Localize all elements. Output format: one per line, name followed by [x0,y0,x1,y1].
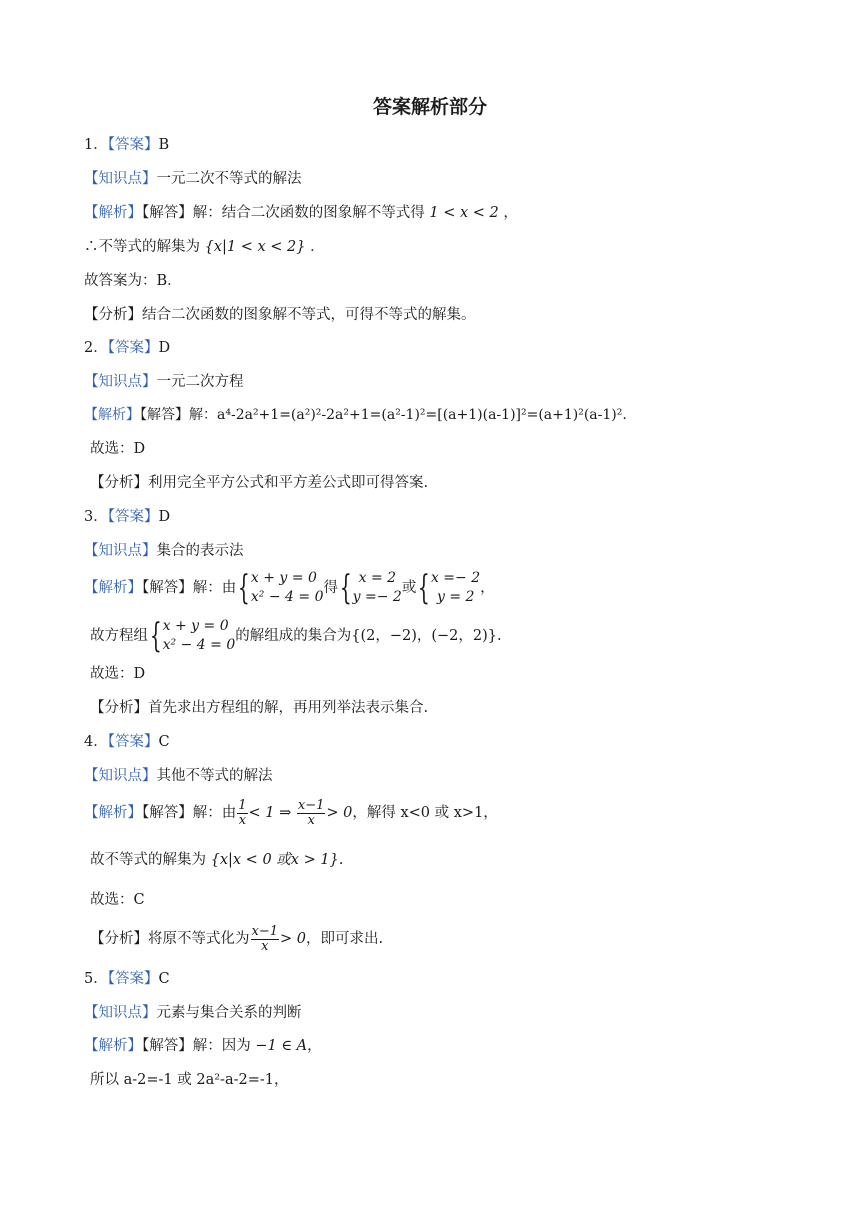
q1-answer-line [84,135,169,155]
q2-answer: D [158,340,171,356]
comment-tag: 【分析】 [90,475,148,491]
solution-tag: 【解答】 [140,407,189,423]
q1-solution-tail: ， [503,205,518,221]
q3-solution-1-x: x = 2 [358,570,397,586]
q3-line2-pre: 故方程组 [90,628,148,644]
comment-tag: 【分析】 [90,700,148,716]
answer-tag: 【答案】 [107,137,159,153]
q4-fraction-2 [297,799,326,828]
q3-solution-2-x: x =− 2 [430,570,481,586]
q1-solution-text: 解：结合二次函数的图象解不等式得 [192,205,425,221]
analysis-tag: 【解析】 [84,407,140,423]
q4-comment-fraction-num: x−1 [251,923,278,939]
q2-solution-line [84,405,627,425]
q3-line2-mid: 的解组成的集合为 [235,628,352,644]
q3-or: 或 [401,580,417,596]
analysis-tag: 【解析】 [84,1038,142,1054]
q4-ineq1-rel: < 1 ⇒ [248,805,292,821]
q3-knowledge: 集合的表示法 [156,543,244,559]
knowledge-tag: 【知识点】 [84,543,157,559]
q4-line2-math: {x|x < 0 或x > 1} [210,852,339,868]
q3-comment-line [90,698,428,718]
q2-knowledge: 一元二次方程 [156,374,244,390]
q1-set-math: {x|1 < x < 2} [204,239,306,255]
q3-solution-2: { x =− 2 y = 2 [418,568,481,608]
q3-solution-tail: ， [480,580,495,596]
analysis-tag: 【解析】 [84,580,142,596]
q4-fraction-1 [237,799,247,828]
q1-knowledge-line [84,169,302,189]
q4-knowledge: 其他不等式的解法 [156,768,273,784]
q2-comment-line [90,473,428,493]
q4-comment-pre: 将原不等式化为 [148,931,250,947]
q3-number: 3． [84,509,108,525]
q2-number: 2． [84,340,108,356]
analysis-tag: 【解析】 [84,805,142,821]
q4-fraction-2-den: x [307,812,315,828]
q3-system-2-eq2: x² − 4 = 0 [162,637,236,653]
q2-conclusion: 故选：D [90,441,146,457]
analysis-tag: 【解析】 [84,205,142,221]
q4-conclusion: 故选：C [90,892,145,908]
q5-solution-line [84,1036,322,1056]
comment-tag: 【分析】 [90,931,148,947]
q4-answer-line [84,732,170,752]
q1-conclusion: 故答案为：B． [84,273,182,289]
q4-fraction-2-num: x−1 [297,797,325,813]
page-title: 答案解析部分 [372,96,487,118]
q4-fraction-1-den: x [238,812,247,828]
q2-answer-line [84,338,170,358]
q5-answer-line [84,969,170,989]
q5-solution-line-2: 所以 a-2=-1 或 2a²-a-2=-1， [90,1072,289,1088]
q1-solution-line-2 [84,237,325,257]
answer-tag: 【答案】 [107,971,159,987]
q3-system-1: { x + y = 0 x² − 4 = 0 [238,568,324,608]
q1-solution-math: 1 < x < 2 [429,205,499,221]
q3-solution-2-y: y = 2 [436,589,475,605]
q4-solution-tail: ，解得 x<0 或 x>1， [352,805,498,821]
q1-set-tail: ． [310,239,325,255]
q4-number: 4． [84,734,108,750]
q1-set-prefix: ∴不等式的解集为 [84,239,200,255]
q4-fraction-1-num: 1 [238,797,247,813]
q4-comment-fraction-den: x [261,938,269,954]
q3-comment: 首先求出方程组的解，再用列举法表示集合. [148,700,429,716]
q3-solution-line [84,568,495,608]
q1-comment-line [84,305,476,325]
q3-solution-pre: 解：由 [192,580,237,596]
q2-knowledge-line [84,372,244,392]
q3-get: 得 [323,580,338,596]
q4-knowledge-line [84,766,273,786]
q3-answer: D [158,509,171,525]
q1-answer: B [158,137,170,153]
answer-tag: 【答案】 [107,734,159,750]
q3-solution-line-2 [90,616,502,656]
q5-number: 5． [84,971,108,987]
q3-line2-set: {(2，−2)，(−2，2)}. [351,628,502,644]
q1-comment: 结合二次函数的图象解不等式，可得不等式的解集。 [142,307,476,323]
comment-tag: 【分析】 [84,307,142,323]
q2-solution-text: 解：a⁴-2a²+1=(a²)²-2a²+1=(a²-1)²=[(a+1)(a-1)]²=(a+1)²(a-1)². [189,407,627,423]
solution-tag: 【解答】 [142,1038,193,1054]
q5-solution-tail: ， [307,1038,322,1054]
q4-solution-pre: 解：由 [192,805,237,821]
solution-tag: 【解答】 [142,205,193,221]
q3-solution-1-y: y =− 2 [352,589,402,605]
knowledge-tag: 【知识点】 [84,1005,157,1021]
solution-tag: 【解答】 [142,805,193,821]
q5-answer: C [158,971,170,987]
q2-comment: 利用完全平方公式和平方差公式即可得答案. [148,475,429,491]
q5-knowledge: 元素与集合关系的判断 [156,1005,302,1021]
q4-line2-tail: . [338,852,344,868]
q4-comment-fraction [251,925,280,954]
q3-system-1-eq1: x + y = 0 [250,570,317,586]
answer-tag: 【答案】 [107,340,159,356]
q4-solution-line-2 [90,850,343,870]
q4-comment-tail: ，即可求出. [305,931,384,947]
q4-line2-pre: 故不等式的解集为 [90,852,206,868]
q4-ineq2-rel: > 0 [326,805,353,821]
q1-number: 1． [84,137,108,153]
q1-solution-line [84,203,518,223]
knowledge-tag: 【知识点】 [84,171,157,187]
q1-knowledge: 一元二次不等式的解法 [156,171,302,187]
q4-comment-line [90,922,383,956]
answer-tag: 【答案】 [107,509,159,525]
q5-solution-text: 解：因为 [192,1038,251,1054]
q5-solution-math: −1 ∈ A [255,1038,308,1054]
solution-tag: 【解答】 [142,580,193,596]
q3-answer-line [84,507,170,527]
q4-answer: C [158,734,170,750]
knowledge-tag: 【知识点】 [84,768,157,784]
q3-solution-1: { x = 2 y =− 2 [339,568,402,608]
q3-system-2-eq1: x + y = 0 [162,618,229,634]
q4-comment-rel: > 0 [280,931,306,947]
q4-solution-line [84,796,498,830]
q3-system-2: { x + y = 0 x² − 4 = 0 [149,616,236,656]
q3-system-1-eq2: x² − 4 = 0 [250,589,324,605]
q5-knowledge-line [84,1003,302,1023]
q3-conclusion: 故选：D [90,666,146,682]
knowledge-tag: 【知识点】 [84,374,157,390]
q3-knowledge-line [84,541,244,561]
